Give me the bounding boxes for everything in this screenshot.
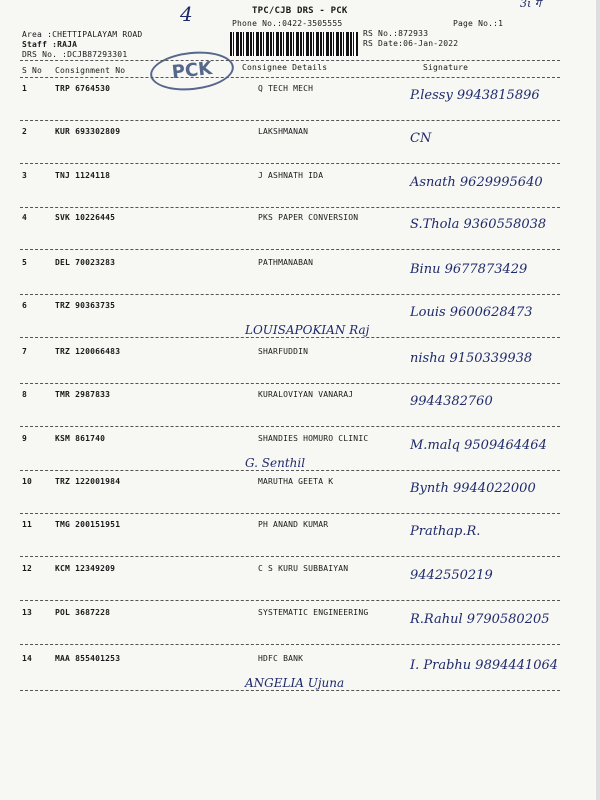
row-signature: 9944382760 xyxy=(410,394,493,409)
row-signature: P.lessy 9943815896 xyxy=(410,88,540,103)
row-signature: Louis 9600628473 xyxy=(410,305,533,320)
row-signature: M.malq 9509464464 xyxy=(410,438,547,453)
row-consignment-no: POL 3687228 xyxy=(55,608,111,617)
row-divider xyxy=(20,556,560,557)
row-consignee: PATHMANABAN xyxy=(258,258,314,267)
row-consignee: PKS PAPER CONVERSION xyxy=(258,213,359,222)
row-consignee: Q TECH MECH xyxy=(258,84,314,93)
row-consignment-no: TMR 2987833 xyxy=(55,390,111,399)
row-sno: 13 xyxy=(22,608,33,617)
rs-date: RS Date:06-Jan-2022 xyxy=(363,39,459,48)
rs-number: RS No.:872933 xyxy=(363,29,429,38)
row-consignee: SYSTEMATIC ENGINEERING xyxy=(258,608,369,617)
row-divider xyxy=(20,337,560,338)
page-number: Page No.:1 xyxy=(453,19,504,28)
row-signature: Binu 9677873429 xyxy=(410,262,528,277)
row-consignment-no: DEL 70023283 xyxy=(55,258,116,267)
row-sno: 6 xyxy=(22,301,28,310)
row-consignment-no: TRZ 122001984 xyxy=(55,477,121,486)
row-sno: 8 xyxy=(22,390,28,399)
row-signature: Asnath 9629995640 xyxy=(410,175,543,190)
row-signature: CN xyxy=(410,131,432,146)
pck-stamp: PCK xyxy=(148,48,236,95)
row-consignment-no: TRZ 120066483 xyxy=(55,347,121,356)
row-sno: 5 xyxy=(22,258,28,267)
document-title: TPC/CJB DRS - PCK xyxy=(252,6,348,16)
row-consignment-no: TNJ 1124118 xyxy=(55,171,111,180)
row-consignee: C S KURU SUBBAIYAN xyxy=(258,564,349,573)
row-handwritten-name: G. Senthil xyxy=(245,456,306,470)
row-consignment-no: MAA 855401253 xyxy=(55,654,121,663)
row-sno: 4 xyxy=(22,213,28,222)
row-consignment-no: TRP 6764530 xyxy=(55,84,111,93)
row-sno: 2 xyxy=(22,127,28,136)
row-divider xyxy=(20,470,560,471)
row-consignee: J ASHNATH IDA xyxy=(258,171,324,180)
row-sno: 14 xyxy=(22,654,33,663)
header-divider-bottom xyxy=(20,77,560,78)
row-signature: R.Rahul 9790580205 xyxy=(410,612,550,627)
row-divider xyxy=(20,163,560,164)
row-consignment-no: KUR 693302809 xyxy=(55,127,121,136)
row-consignee: SHARFUDDIN xyxy=(258,347,309,356)
row-divider xyxy=(20,690,560,691)
row-handwritten-name: ANGELIA Ujuna xyxy=(245,676,345,690)
row-divider xyxy=(20,600,560,601)
row-sno: 1 xyxy=(22,84,28,93)
row-consignment-no: KSM 861740 xyxy=(55,434,106,443)
row-signature: 9442550219 xyxy=(410,568,493,583)
row-sno: 12 xyxy=(22,564,33,573)
column-consignment: Consignment No xyxy=(55,66,126,75)
row-divider xyxy=(20,644,560,645)
row-consignee: MARUTHA GEETA K xyxy=(258,477,334,486)
header-divider-top xyxy=(20,60,560,61)
row-sno: 7 xyxy=(22,347,28,356)
row-signature: Prathap.R. xyxy=(410,524,481,539)
row-divider xyxy=(20,383,560,384)
handwritten-number: 4 xyxy=(180,2,193,26)
row-consignee: KURALOVIYAN VANARAJ xyxy=(258,390,354,399)
row-divider xyxy=(20,426,560,427)
row-consignee: PH ANAND KUMAR xyxy=(258,520,329,529)
row-consignee: HDFC BANK xyxy=(258,654,304,663)
row-signature: I. Prabhu 9894441064 xyxy=(410,658,559,673)
row-divider xyxy=(20,207,560,208)
row-consignee: LAKSHMANAN xyxy=(258,127,309,136)
drs-number: DRS No. :DCJB87293301 xyxy=(22,50,128,59)
row-consignment-no: TMG 200151951 xyxy=(55,520,121,529)
row-divider xyxy=(20,249,560,250)
handwritten-top-right: 3ι ग xyxy=(520,0,542,10)
row-consignment-no: SVK 10226445 xyxy=(55,213,116,222)
area-label: Area :CHETTIPALAYAM ROAD xyxy=(22,30,143,39)
phone-number: Phone No.:0422-3505555 xyxy=(232,19,343,28)
row-divider xyxy=(20,120,560,121)
row-sno: 11 xyxy=(22,520,33,529)
scan-edge xyxy=(596,0,600,800)
column-signature: Signature xyxy=(423,63,469,72)
row-signature: S.Thola 9360558038 xyxy=(410,217,547,232)
row-divider xyxy=(20,513,560,514)
row-sno: 9 xyxy=(22,434,28,443)
column-sno: S No xyxy=(22,66,43,75)
barcode xyxy=(230,32,358,56)
row-consignment-no: TRZ 90363735 xyxy=(55,301,116,310)
row-consignment-no: KCM 12349209 xyxy=(55,564,116,573)
row-handwritten-name: LOUISAPOKIAN Raj xyxy=(245,323,370,337)
column-consignee: Consignee Details xyxy=(242,63,328,72)
row-divider xyxy=(20,294,560,295)
row-signature: nisha 9150339938 xyxy=(410,351,533,366)
row-sno: 3 xyxy=(22,171,28,180)
staff-label: Staff :RAJA xyxy=(22,40,78,49)
row-sno: 10 xyxy=(22,477,33,486)
row-signature: Bynth 9944022000 xyxy=(410,481,536,496)
row-consignee: SHANDIES HOMURO CLINIC xyxy=(258,434,369,443)
